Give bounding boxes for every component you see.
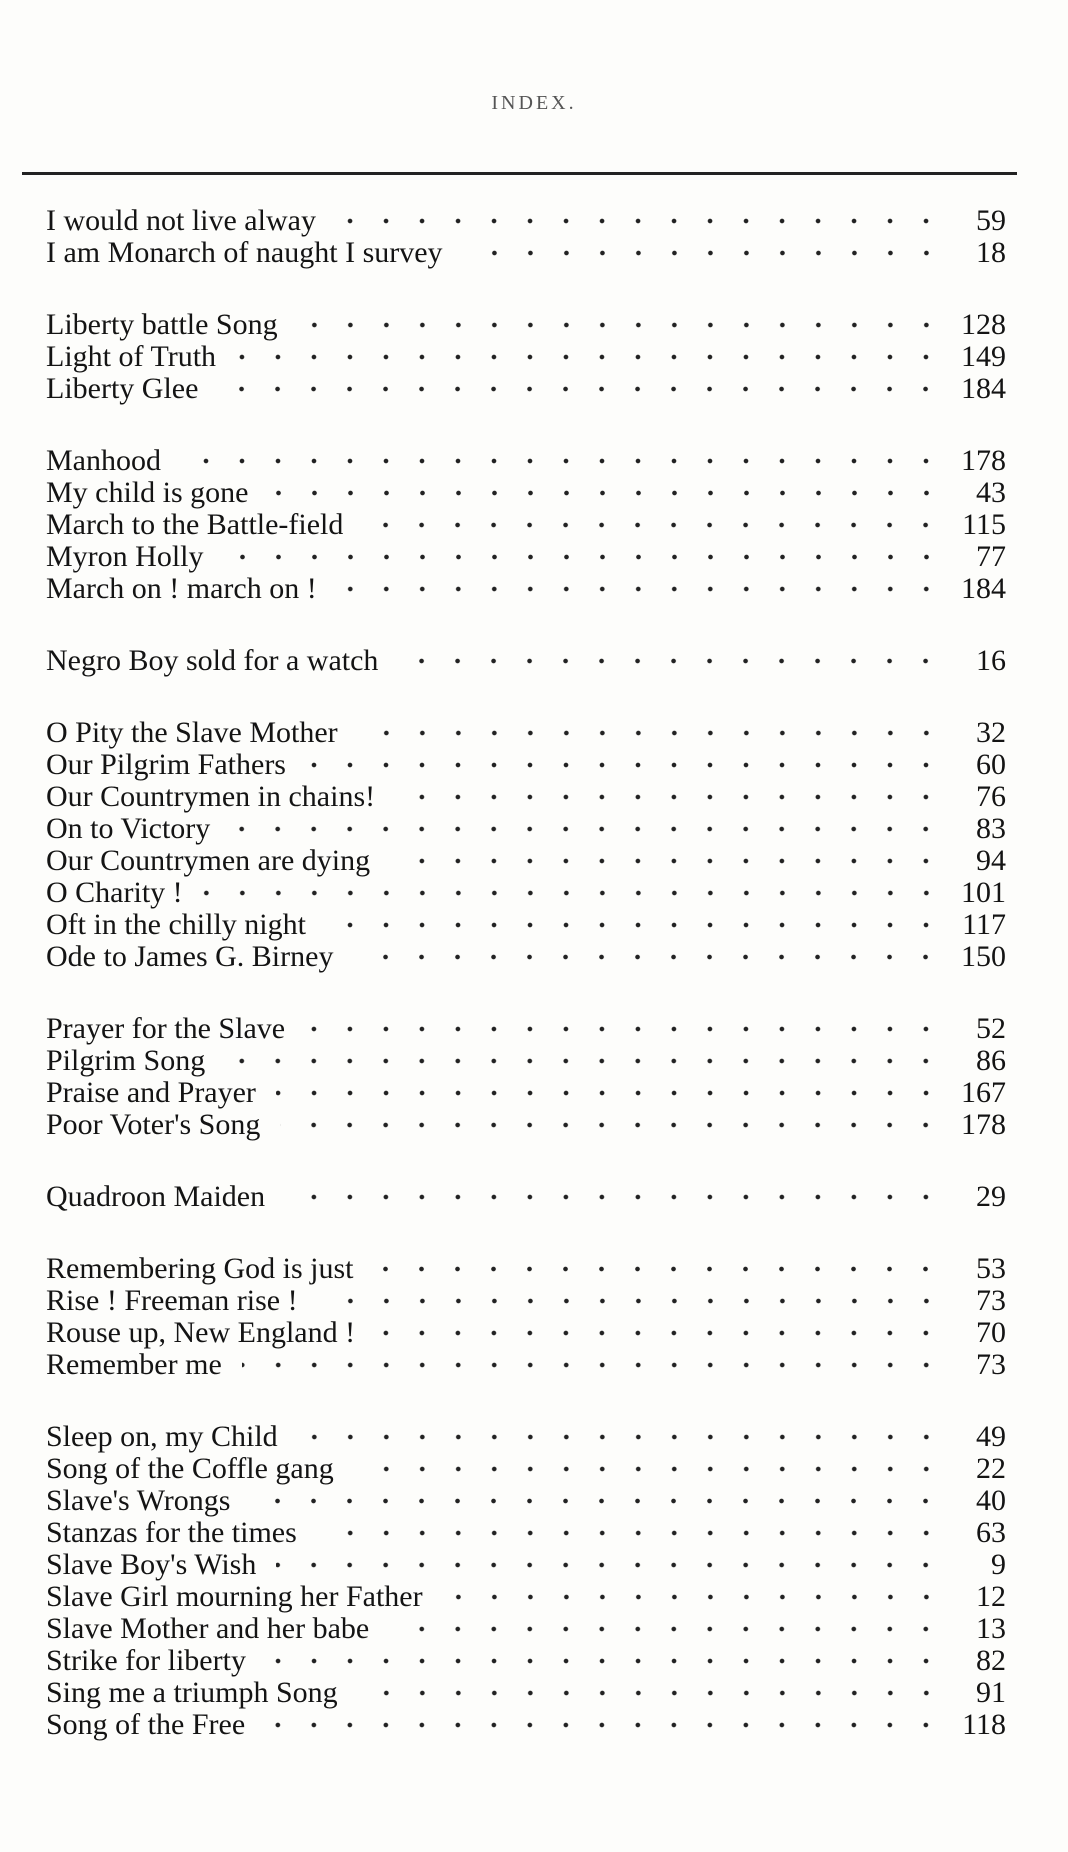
entry-page-number: 77 <box>976 540 1006 573</box>
entry-page-number: 83 <box>976 812 1006 845</box>
entry-title: Stanzas for the times <box>46 1516 297 1549</box>
entry-page-number: 178 <box>961 444 1006 477</box>
index-entry <box>46 509 1006 541</box>
entry-page-number: 16 <box>976 644 1006 677</box>
entry-page-number: 73 <box>976 1284 1006 1317</box>
entry-page-number: 12 <box>976 1580 1006 1613</box>
dot-leader <box>250 1496 944 1506</box>
entry-page-number: 60 <box>976 748 1006 781</box>
entry-page-number: 52 <box>976 1012 1006 1045</box>
index-entry <box>46 877 1006 909</box>
index-entry <box>46 1581 1006 1613</box>
index-entry <box>46 1517 1006 1549</box>
entry-title: Praise and Prayer <box>46 1076 256 1109</box>
entry-page-number: 22 <box>976 1452 1006 1485</box>
dot-leader <box>318 1296 944 1306</box>
entry-page-number: 184 <box>961 372 1006 405</box>
entry-page-number: 128 <box>961 308 1006 341</box>
entry-page-number: 86 <box>976 1044 1006 1077</box>
dot-leader <box>363 520 944 530</box>
index-group-q <box>46 1181 1006 1213</box>
entry-title: Poor Voter's Song <box>46 1108 261 1141</box>
dot-leader <box>358 1688 944 1698</box>
entry-page-number: 82 <box>976 1644 1006 1677</box>
dot-leader <box>390 856 944 866</box>
entry-title: Remembering God is just <box>46 1252 354 1285</box>
entry-title: Quadroon Maiden <box>46 1180 266 1213</box>
index-group-i <box>46 205 1006 269</box>
dot-leader <box>218 384 944 394</box>
dot-leader <box>336 216 944 226</box>
index-entry <box>46 845 1006 877</box>
entry-title: Oft in the chilly night <box>46 908 306 941</box>
entry-title: O Charity ! <box>46 876 183 909</box>
dot-leader <box>230 824 944 834</box>
index-entry <box>46 237 1006 269</box>
index-entry <box>46 1453 1006 1485</box>
entry-title: March to the Battle-field <box>46 508 344 541</box>
index-entry <box>46 1549 1006 1581</box>
index-entry <box>46 813 1006 845</box>
index-entry <box>46 1645 1006 1677</box>
entry-page-number: 101 <box>961 876 1006 909</box>
entry-title: Liberty Glee <box>46 372 199 405</box>
dot-leader <box>337 584 944 594</box>
dot-leader <box>242 1360 944 1370</box>
dot-leader <box>326 920 944 930</box>
entry-page-number: 32 <box>976 716 1006 749</box>
entry-page-number: 59 <box>976 204 1006 237</box>
dot-leader <box>276 1560 944 1570</box>
dot-leader <box>353 952 944 962</box>
entry-title: Light of Truth <box>46 340 217 373</box>
entry-page-number: 70 <box>976 1316 1006 1349</box>
entry-title: Song of the Free <box>46 1708 246 1741</box>
dot-leader <box>276 1088 944 1098</box>
entry-page-number: 94 <box>976 844 1006 877</box>
index-group-n <box>46 645 1006 677</box>
dot-leader <box>225 1056 944 1066</box>
dot-leader <box>280 1120 944 1130</box>
entry-title: Sleep on, my Child <box>46 1420 278 1453</box>
dot-leader <box>398 656 944 666</box>
dot-leader <box>306 760 944 770</box>
entry-page-number: 73 <box>976 1348 1006 1381</box>
index-entry <box>46 1613 1006 1645</box>
index-entry <box>46 781 1006 813</box>
dot-leader <box>389 1624 944 1634</box>
entry-title: Slave Boy's Wish <box>46 1548 257 1581</box>
entry-title: Slave Mother and her babe <box>46 1612 370 1645</box>
index-entry <box>46 1709 1006 1741</box>
dot-leader <box>317 1528 944 1538</box>
index-entry <box>46 1677 1006 1709</box>
dot-leader <box>269 488 945 498</box>
index-entry <box>46 541 1006 573</box>
dot-leader <box>305 1024 944 1034</box>
entry-page-number: 53 <box>976 1252 1006 1285</box>
entry-title: On to Victory <box>46 812 211 845</box>
index-entry <box>46 341 1006 373</box>
index-entry <box>46 477 1006 509</box>
entry-title: Strike for liberty <box>46 1644 246 1677</box>
index-entry <box>46 309 1006 341</box>
entry-page-number: 117 <box>962 908 1006 941</box>
dot-leader <box>443 1592 944 1602</box>
dot-leader <box>373 1264 944 1274</box>
index-entry <box>46 749 1006 781</box>
index-entry <box>46 941 1006 973</box>
dot-leader <box>236 352 944 362</box>
index-entry <box>46 717 1006 749</box>
dot-leader <box>285 1192 944 1202</box>
entry-page-number: 49 <box>976 1420 1006 1453</box>
dot-leader <box>266 1656 944 1666</box>
dot-leader <box>375 1328 944 1338</box>
entry-title: O Pity the Slave Mother <box>46 716 338 749</box>
entry-page-number: 43 <box>976 476 1006 509</box>
dot-leader <box>224 552 945 562</box>
entry-page-number: 18 <box>976 236 1006 269</box>
index-entry <box>46 1077 1006 1109</box>
page-header: INDEX. <box>491 92 577 114</box>
dot-leader <box>298 320 944 330</box>
entry-title: Manhood <box>46 444 161 477</box>
dot-leader <box>203 888 944 898</box>
index-entry <box>46 1421 1006 1453</box>
index-entry <box>46 573 1006 605</box>
index-entry <box>46 1349 1006 1381</box>
entry-page-number: 63 <box>976 1516 1006 1549</box>
entry-title: Rouse up, New England ! <box>46 1316 356 1349</box>
index-entry <box>46 645 1006 677</box>
index-entry <box>46 1285 1006 1317</box>
entry-page-number: 115 <box>962 508 1006 541</box>
dot-leader <box>395 792 944 802</box>
entry-page-number: 40 <box>976 1484 1006 1517</box>
entry-title: Slave Girl mourning her Father <box>46 1580 423 1613</box>
entry-title: Sing me a triumph Song <box>46 1676 338 1709</box>
index-list <box>46 205 1006 1781</box>
entry-page-number: 13 <box>976 1612 1006 1645</box>
entry-page-number: 9 <box>991 1548 1006 1581</box>
index-entry <box>46 205 1006 237</box>
dot-leader <box>354 1464 944 1474</box>
entry-page-number: 76 <box>976 780 1006 813</box>
entry-title: Pilgrim Song <box>46 1044 206 1077</box>
entry-title: Negro Boy sold for a watch <box>46 644 379 677</box>
entry-page-number: 91 <box>976 1676 1006 1709</box>
index-entry <box>46 1181 1006 1213</box>
index-entry <box>46 1485 1006 1517</box>
index-group-m <box>46 445 1006 605</box>
entry-page-number: 184 <box>961 572 1006 605</box>
entry-title: I am Monarch of naught I survey <box>46 236 443 269</box>
index-group-o <box>46 717 1006 973</box>
index-entry <box>46 1045 1006 1077</box>
dot-leader <box>265 1720 944 1730</box>
entry-title: Our Countrymen are dying <box>46 844 371 877</box>
entry-title: Myron Holly <box>46 540 204 573</box>
dot-leader <box>358 728 944 738</box>
entry-page-number: 150 <box>961 940 1006 973</box>
entry-title: Ode to James G. Birney <box>46 940 334 973</box>
entry-page-number: 29 <box>976 1180 1006 1213</box>
index-group-l <box>46 309 1006 405</box>
index-entry <box>46 1013 1006 1045</box>
index-group-s <box>46 1421 1006 1741</box>
entry-page-number: 118 <box>962 1708 1006 1741</box>
index-entry <box>46 1317 1006 1349</box>
entry-title: I would not live alway <box>46 204 316 237</box>
index-entry <box>46 1253 1006 1285</box>
index-group-r <box>46 1253 1006 1381</box>
index-group-p <box>46 1013 1006 1141</box>
dot-leader <box>298 1432 944 1442</box>
index-entry <box>46 373 1006 405</box>
entry-title: Remember me <box>46 1348 222 1381</box>
entry-title: Prayer for the Slave <box>46 1012 286 1045</box>
entry-page-number: 149 <box>961 340 1006 373</box>
entry-title: Our Countrymen in chains! <box>46 780 376 813</box>
entry-title: Slave's Wrongs <box>46 1484 231 1517</box>
dot-leader <box>463 248 944 258</box>
dot-leader <box>181 456 944 466</box>
entry-title: Song of the Coffle gang <box>46 1452 334 1485</box>
entry-page-number: 178 <box>961 1108 1006 1141</box>
entry-page-number: 167 <box>961 1076 1006 1109</box>
entry-title: March on ! march on ! <box>46 572 317 605</box>
entry-title: Rise ! Freeman rise ! <box>46 1284 298 1317</box>
entry-title: My child is gone <box>46 476 249 509</box>
index-entry <box>46 445 1006 477</box>
entry-title: Liberty battle Song <box>46 308 278 341</box>
entry-title: Our Pilgrim Fathers <box>46 748 286 781</box>
index-entry <box>46 1109 1006 1141</box>
index-entry <box>46 909 1006 941</box>
header-rule <box>22 172 1017 175</box>
